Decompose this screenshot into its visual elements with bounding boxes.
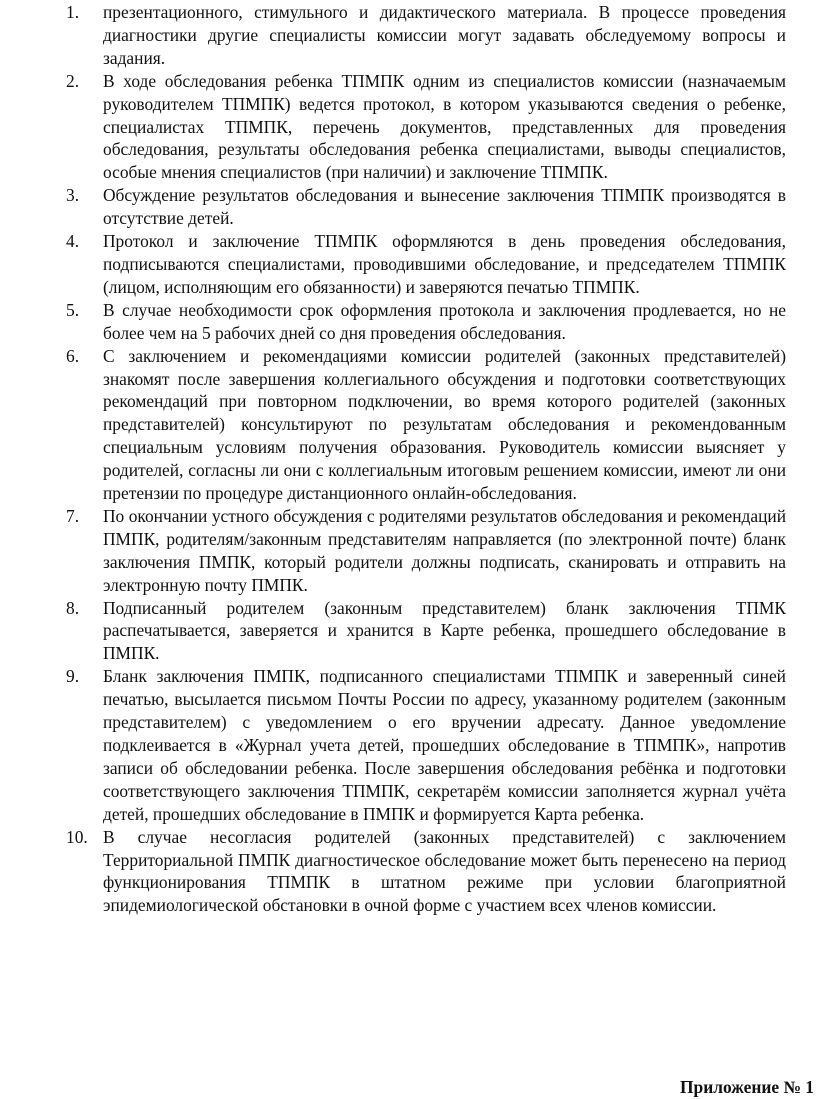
list-item	[66, 345, 786, 505]
item-number: 7.	[66, 505, 80, 526]
item-number: 4.	[66, 231, 80, 252]
numbered-list	[66, 1, 786, 917]
item-number: 6.	[66, 345, 80, 366]
item-text: Обсуждение результатов обследования и вынесение заключения ТПМПК производятся в отсутствие детей.	[103, 185, 786, 229]
item-number: 8.	[66, 597, 80, 618]
list-item	[66, 597, 786, 666]
list-item	[66, 505, 786, 597]
appendix-label: Приложение № 1	[680, 1077, 814, 1097]
item-number: 9.	[66, 666, 80, 687]
list-item	[66, 230, 786, 299]
item-number: 10.	[66, 826, 88, 847]
item-text: презентационного, стимульного и дидактического материала. В процессе проведения диагностики другие специалисты комиссии могут задавать обследуемому вопросы и задания.	[103, 2, 786, 68]
item-number: 2.	[66, 70, 80, 91]
item-text: В ходе обследования ребенка ТПМПК одним из специалистов комиссии (назначаемым руководителем ТПМПК) ведется протокол, в котором указываются сведения о ребенке, специалистах ТПМПК, перечень документов, представленных для проведения обследования, результаты обследования ребенка специалистами, выводы специалистов, особые мнения специалистов (при наличии) и заключение ТПМПК.	[103, 70, 786, 183]
list-item	[66, 1, 786, 70]
item-text: Подписанный родителем (законным представителем) бланк заключения ТПМК распечатывается, заверяется и хранится в Карте ребенка, прошедшего обследование в ПМПК.	[103, 597, 786, 664]
list-item	[66, 665, 786, 825]
item-number: 1.	[66, 2, 80, 22]
item-text: По окончании устного обсуждения с родителями результатов обследования и рекомендаций ПМПК, родителям/законным представителям направляется (по электронной почте) бланк заключения ПМПК, который родители должны подписать, сканировать и отправить на электронную почту ПМПК.	[103, 505, 786, 595]
item-text: В случае необходимости срок оформления протокола и заключения продлевается, но не более чем на 5 рабочих дней со дня проведения обследования.	[103, 299, 786, 343]
list-item	[66, 184, 786, 230]
item-number: 3.	[66, 185, 80, 206]
list-item	[66, 299, 786, 345]
list-item	[66, 70, 786, 185]
list-item	[66, 826, 786, 918]
item-number: 5.	[66, 299, 80, 320]
item-text: В случае несогласия родителей (законных представителей) с заключением Территориальной ПМПК диагностическое обследование может быть перенесено на период функционирования ТПМПК в штатном режиме при условии благоприятной эпидемиологической обстановки в очной форме с участием всех членов комиссии.	[103, 826, 786, 916]
item-text: Протокол и заключение ТПМПК оформляются в день проведения обследования, подписываются специалистами, проводившими обследование, и председателем ТПМПК (лицом, исполняющим его обязанности) и заверяются печатью ТПМПК.	[103, 231, 786, 297]
item-text: Бланк заключения ПМПК, подписанного специалистами ТПМПК и заверенный синей печатью, высылается письмом Почты России по адресу, указанному родителем (законным представителем) с уведомлением о его вручении адресату. Данное уведомление подклеивается в «Журнал учета детей, прошедших обследование в ТПМПК», напротив записи об обследовании ребенка. После завершения обследования ребёнка и подготовки соответствующего заключения ТПМПК, секретарём комиссии заполняется журнал учёта детей, прошедших обследование в ПМПК и формируется Карта ребенка.	[103, 666, 786, 824]
item-text: С заключением и рекомендациями комиссии родителей (законных представителей) знакомят после завершения коллегиального обсуждения и подготовки соответствующих рекомендаций при повторном подключении, во время которого родителей (законных представителей) консультируют по результатам обследования и рекомендованным специальным условиям получения образования. Руководитель комиссии выясняет у родителей, согласны ли они с коллегиальным итоговым решением комиссии, имеют ли они претензии по процедуре дистанционного онлайн-обследования.	[103, 345, 786, 504]
